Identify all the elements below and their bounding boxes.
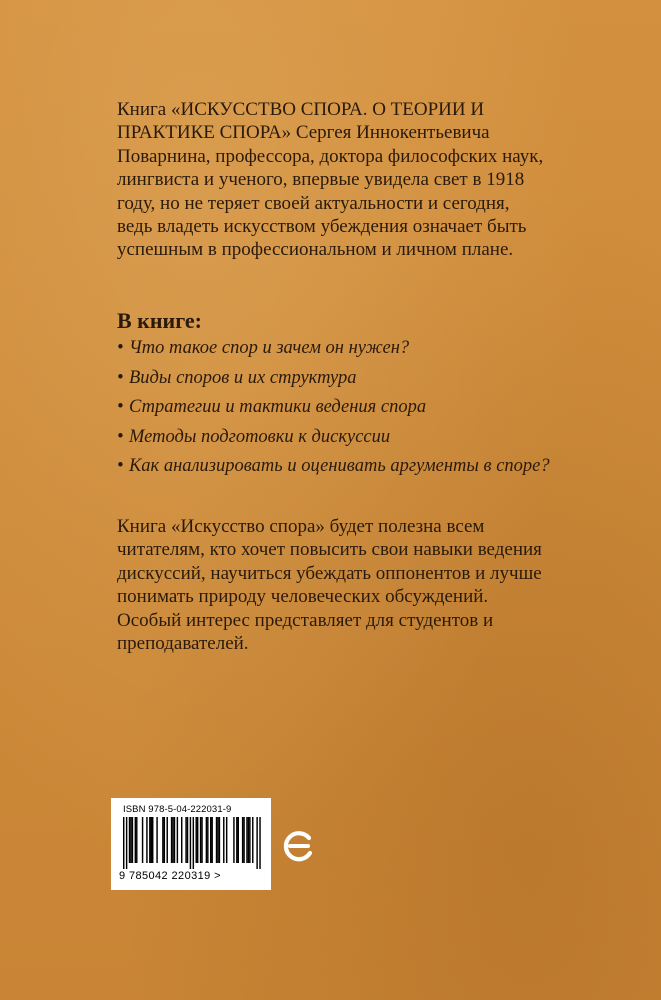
barcode-bar	[259, 817, 260, 869]
list-item	[117, 338, 557, 359]
barcode-bar	[206, 817, 207, 863]
barcode-bar	[196, 817, 197, 863]
barcode-bar	[129, 817, 130, 863]
barcode-bar	[207, 817, 208, 863]
barcode-bar	[172, 817, 173, 863]
barcode-bar	[217, 817, 218, 863]
barcode-bar	[132, 817, 133, 863]
barcode-bar	[190, 817, 191, 869]
barcode-bar	[252, 817, 253, 863]
barcode-bars	[119, 817, 263, 869]
isbn-barcode	[111, 798, 271, 890]
list-item	[117, 456, 557, 477]
barcode-bar	[149, 817, 150, 863]
barcode-bar	[248, 817, 249, 863]
list-item-text: Что такое спор и зачем он нужен?	[129, 338, 410, 358]
barcode-bar	[256, 817, 257, 869]
barcode-bar	[146, 817, 147, 863]
eksmo-logo-icon	[281, 829, 315, 863]
barcode-bar	[136, 817, 137, 863]
barcode-bar	[123, 817, 124, 869]
barcode-bar	[193, 817, 194, 869]
barcode-bar	[243, 817, 244, 863]
list-item	[117, 397, 557, 418]
barcode-bar	[177, 817, 178, 863]
barcode-bar	[226, 817, 227, 863]
barcode-bar	[242, 817, 243, 863]
section-heading: В книге:	[117, 308, 202, 333]
list-item-text: Как анализировать и оценивать аргументы в споре?	[129, 456, 550, 476]
barcode-bar	[233, 817, 234, 863]
barcode-bar	[162, 817, 163, 863]
bullet-marker: •	[117, 426, 124, 447]
list-item-text: Методы подготовки к дискуссии	[129, 426, 391, 447]
barcode-bar	[210, 817, 211, 863]
barcode-bar	[126, 817, 127, 869]
list-item-text: Виды споров и их структура	[129, 367, 357, 388]
barcode-bar	[238, 817, 239, 863]
barcode-bar	[216, 817, 217, 863]
barcode-bar	[236, 817, 237, 863]
bullet-marker: •	[117, 397, 124, 417]
barcode-bar	[174, 817, 175, 863]
barcode-bar	[156, 817, 157, 863]
isbn-label: ISBN 978-5-04-222031-9	[123, 804, 232, 815]
topics-list	[117, 338, 557, 486]
barcode-bar	[167, 817, 168, 863]
barcode-bar	[164, 817, 165, 863]
barcode-bar	[201, 817, 202, 863]
barcode-bar	[211, 817, 212, 863]
barcode-bar	[185, 817, 186, 863]
barcode-bar	[171, 817, 172, 863]
barcode-bar	[135, 817, 136, 863]
list-item	[117, 427, 557, 448]
bullet-marker: •	[117, 367, 124, 388]
barcode-bar	[197, 817, 198, 863]
barcode-bar	[219, 817, 220, 863]
barcode-bar	[187, 817, 188, 863]
barcode-digits: 9 785042 220319 >	[119, 870, 221, 882]
bullet-marker: •	[117, 456, 124, 476]
outro-paragraph: Книга «Искусство спора» будет полезна всем читателям, кто хочет повысить свои навыки ведения дискуссий, научиться убеждать оппонентов и лучше понимать природу человеческих обсуждений. Особый интерес представляет для студентов и преподавателей.	[117, 516, 542, 655]
barcode-bar	[223, 817, 224, 863]
barcode-bar	[246, 817, 247, 863]
barcode-bar	[249, 817, 250, 863]
intro-paragraph: Книга «ИСКУССТВО СПОРА. О ТЕОРИИ И ПРАКТИКЕ СПОРА» Сергея Иннокентьевича Поварнина, профессора, доктора философских наук, лингвиста и ученого, впервые увидела свет в 1918 году, но не теряет своей актуальности и сегодня, ведь владеть искусством убеждения означает быть успешным в профессиональном и личном плане.	[117, 99, 544, 261]
barcode-bar	[130, 817, 131, 863]
list-item	[117, 368, 557, 389]
barcode-bar	[152, 817, 153, 863]
bullet-marker: •	[117, 338, 124, 358]
barcode-bar	[151, 817, 152, 863]
barcode-bar	[142, 817, 143, 863]
list-item-text: Стратегии и тактики ведения спора	[129, 397, 427, 417]
barcode-bar	[200, 817, 201, 863]
barcode-bar	[181, 817, 182, 863]
